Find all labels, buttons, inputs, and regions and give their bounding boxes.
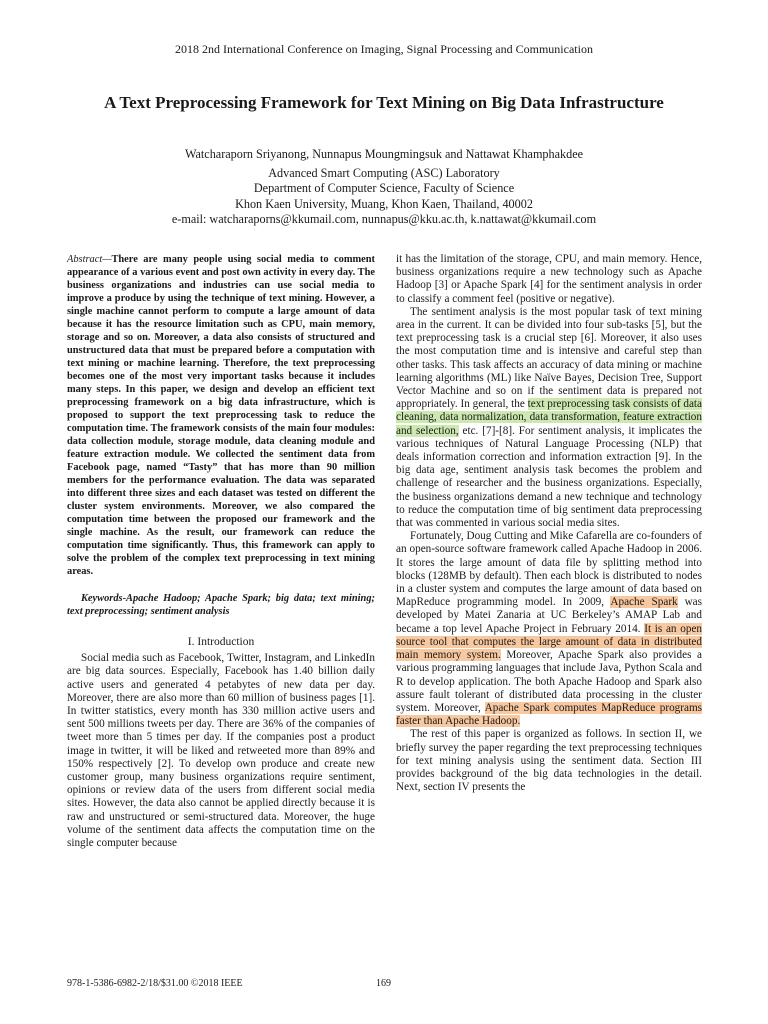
highlight-green: text preprocessing task consists of data cleaning, data normalization, data transformation, feature extraction and selection, [396,398,703,437]
author-university: Khon Kaen University, Muang, Khon Kaen, Thailand, 40002 [235,196,533,211]
paragraph-1: it has the limitation of the storage, CPU, and main memory. Hence, business organizations require a new technology such as Apache Hadoop [3] or Apache Spark [4] for the sentiment analysis in order to classify a comment feel (positive or negative). [396,253,702,305]
highlight-orange-2: It is an open source tool that computes the large amount of data in distributed main memory system. [396,622,703,662]
author-emails: e-mail: watcharaporns@kkumail.com, nunnapus@kku.ac.th, k.nattawat@kkumail.com [171,212,597,226]
abstract [67,253,375,578]
highlight-orange-1: Apache Spark [610,596,678,609]
footer-isbn: 978-1-5386-6982-2/18/$31.00 ©2018 IEEE [67,978,243,989]
p2-text-a: The sentiment analysis is the most popular task of text mining area in the current. It can be divided into four sub-tasks [5], but the text preprocessing task is a crucial step [6]. Moreover, it also uses the most computation time and is intensive and careful step than other tasks. This task affects an accuracy of data mining or machine learning algorithms (ML) like Naïve Bayes, Decision Tree, Support Vector Machine and so on if the sentiment data is prepared not appropriately. In general, the [396,305,702,411]
abstract-text: There are many people using social media to comment appearance of a various event and post own activity in every day. The business organizations and industries can use social media to improve a produce by using the technique of text mining. However, a single machine cannot perform to compute a large amount of data because it has the resource limitation such as CPU, main memory, storage and so on. Moreover, a data also consists of structured and unstructured data that must be prepared before a computation with text mining or machine learning. Therefore, the text preprocessing becomes one of the most very important tasks because it includes many steps. In this paper, we design and develop an efficient text preprocessing framework on a big data infrastructure, which is proposed to support the text preprocessing task to reduce the computation time. The framework consists of the main four modules: data collection module, storage module, data cleaning module and feature extraction module. We collected the sentiment data from Facebook page, named “Tasty” that has more than 90 million members for the performance evaluation. The data was separated into different three sizes and each dataset was tested on different the cluster system environments. Moreover, we also compared the computation time between the proposed our framework and the single machine. As the result, our framework can reduce the computation time significantly. Thus, this framework can apply to solve the problem of the complex text preprocessing in text mining areas. [67,254,375,577]
paragraph-2 [396,306,702,530]
p2-text-b: etc. [7]-[8]. For sentiment analysis, it implicates the various techniques of Natural Language Processing (NLP) that deals information correction and information extraction [9]. In the big data age, sentiment analysis task becomes the problem and challenge of researcher and the business organizations. Especially, the business organizations demand a new technique and technology to reduce the computation time of big sentiment data preprocessing that was commented in various social media sites. [396,424,702,530]
section-heading-introduction: I. Introduction [187,636,255,648]
page-number: 169 [376,978,391,989]
paragraph-3 [396,530,702,728]
highlight-orange-3: Apache Spark computes MapReduce programs faster than Apache Hadoop. [396,701,703,728]
p3-text-a: Fortunately, Doug Cutting and Mike Cafarella are co-founders of an open-source software framework called Apache Hadoop in 2006. It stores the large amount of data file by splitting method into blocks (128MB by default). Then each block is distributed to nodes in a cluster system and computes the large amount of data based on MapReduce programming model. In 2009, [396,530,702,609]
author-department: Department of Computer Science, Faculty of Science [253,181,515,195]
intro-paragraph: Social media such as Facebook, Twitter, Instagram, and LinkedIn are big data sources. Especially, Facebook has 1.40 billion daily active users and generated 4 petabytes of new data per day. Moreover, there are also more than 60 million of business pages [1]. In twitter statistics, every month has 330 million active users and sent 500 millions tweets per day. There are 36% of the companies of tweet more than 5 times per day. If the companies post a product image in twitter, it will be liked and retweeted more than 89% and 150% respectively [2]. To develop own produce and create new customer group, many business organizations require sentiment, opinions or review data of the users from different social media sites. However, the data also cannot be applied directly because it is raw and unstructured or semi-structured data. Moreover, the huge volume of the sentiment data affects the computation time on the single computer because [67,652,375,850]
abstract-label: Abstract— [67,254,112,265]
author-block [0,147,768,228]
conference-name: 2018 2nd International Conference on Imaging, Signal Processing and Communication [175,42,593,56]
p3-text-b: was developed by Matei Zanaria at UC Berkeley’s AMAP Lab and became a top level Apache Project in February 2014. [396,596,703,635]
keywords: Keywords-Apache Hadoop; Apache Spark; big data; text mining; text preprocessing; sentiment analysis [67,593,375,617]
paragraph-4: The rest of this paper is organized as follows. In section II, we briefly survey the paper regarding the text preprocessing techniques for text mining analysis using the sentiment data. Section III provides background of the big data technologies in the detail. Next, section IV presents the [396,728,702,794]
left-column [67,253,375,850]
p3-text-c: Moreover, Apache Spark also provides a various programming languages that include Java, Python Scala and R to develop application. The both Apache Hadoop and Spark also assure fault tolerant of distributed data processing in the cluster system. Moreover, [396,649,703,714]
paper-title: A Text Preprocessing Framework for Text Mining on Big Data Infrastructure [104,93,664,112]
author-lab: Advanced Smart Computing (ASC) Laboratory [268,165,500,180]
author-names: Watcharaporn Sriyanong, Nunnapus Moungmingsuk and Nattawat Khamphakdee [184,147,584,161]
right-column [396,253,702,794]
